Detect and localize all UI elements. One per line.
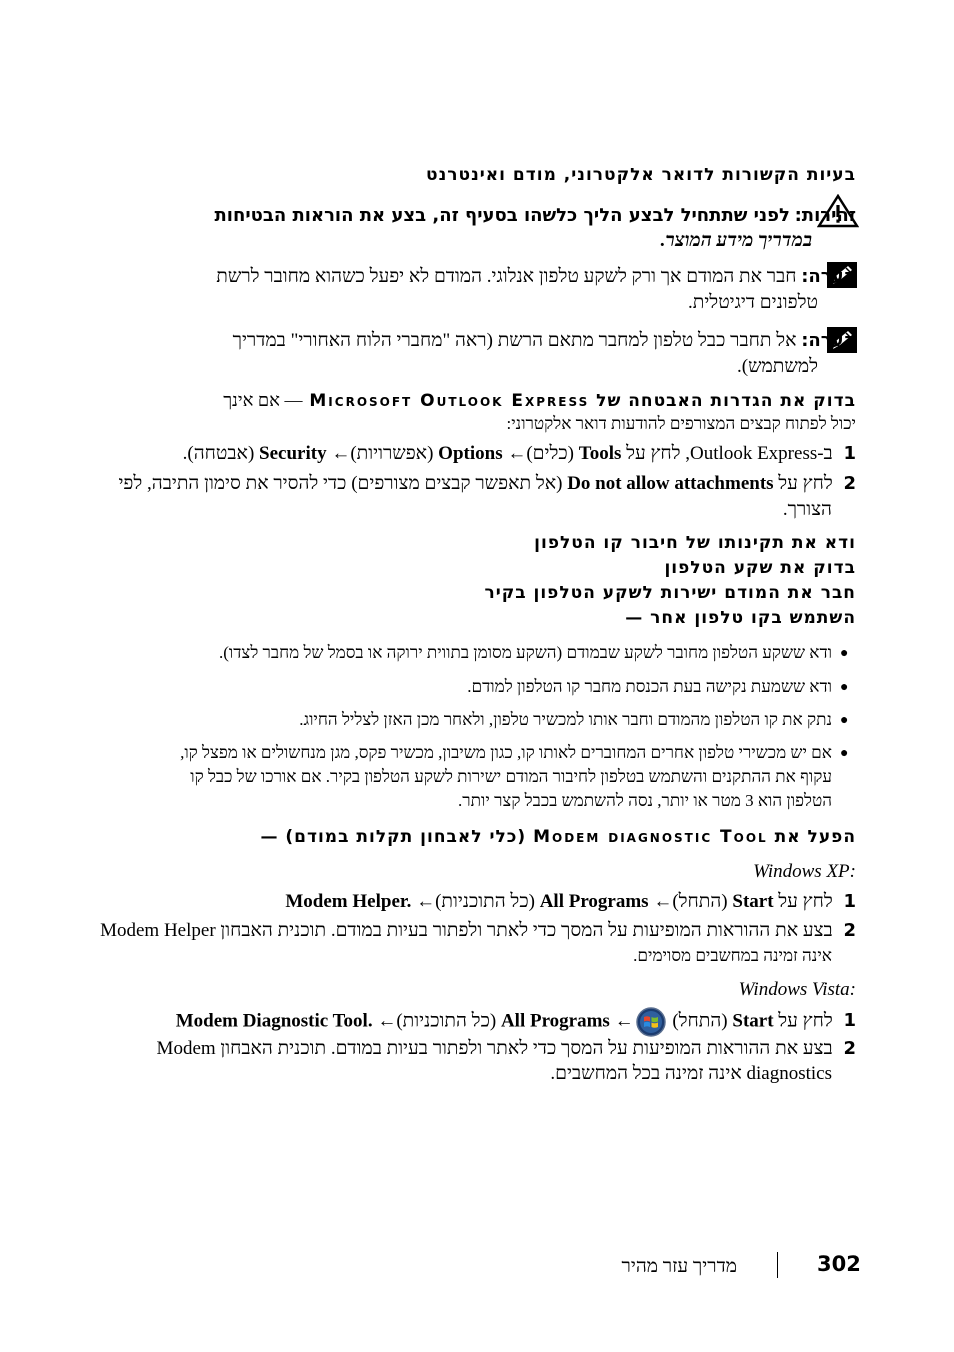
menu-options-hebrew: (אפשרויות) bbox=[350, 443, 434, 464]
menu-tools-label: Tools bbox=[578, 443, 622, 464]
phone-heading-1 bbox=[96, 531, 856, 556]
modem-tool-heading-product: Modem diagnostic Tool bbox=[533, 827, 768, 847]
bullet-item-cont bbox=[112, 765, 832, 789]
bullet-item bbox=[112, 675, 832, 699]
step-number: 2 bbox=[843, 473, 856, 494]
step-text: לחץ על bbox=[778, 1010, 833, 1032]
vista-step2 bbox=[96, 1036, 856, 1061]
outlook-heading-product: Microsoft Outlook Express bbox=[309, 391, 590, 411]
step-text-line2: אינה זמינה במחשבים מסוימים. bbox=[633, 946, 832, 965]
step-number: 2 bbox=[843, 920, 856, 941]
outlook-sub bbox=[96, 412, 856, 436]
bullet-text: הטלפון הוא 3 מטר או יותר, נסה להשתמש בכבל קצר יותר. bbox=[458, 791, 832, 810]
outlook-step1 bbox=[96, 441, 856, 466]
windows-xp-label-text: Windows XP: bbox=[753, 861, 856, 882]
step-number: 1 bbox=[843, 443, 856, 464]
menu-security-hebrew: (אבטחה). bbox=[182, 443, 255, 464]
menu-all-programs-hebrew: (כל התוכניות) bbox=[435, 891, 535, 912]
arrow-icon: ← bbox=[377, 1010, 397, 1032]
bullet-item bbox=[112, 641, 832, 665]
arrow-icon: ← bbox=[331, 443, 351, 464]
windows-vista-label-text: Windows Vista: bbox=[738, 979, 856, 1000]
page-number: 302 bbox=[817, 1252, 861, 1276]
step-number: 2 bbox=[843, 1038, 856, 1059]
phone-heading-4 bbox=[96, 606, 856, 631]
outlook-heading-tail: — אם אינך bbox=[223, 390, 303, 410]
menu-options-label: Options bbox=[438, 443, 503, 464]
caution-line2 bbox=[112, 228, 812, 253]
bullet-item-cont bbox=[112, 789, 832, 813]
menu-start-hebrew: (התחל) bbox=[672, 891, 728, 912]
modem-tool-heading-tail: (כלי לאבחון תקלות במודם) — bbox=[260, 827, 527, 847]
menu-tools-hebrew: (כלים) bbox=[526, 443, 575, 464]
windows-start-orb-icon bbox=[636, 1007, 666, 1037]
menu-start-label: Start bbox=[732, 891, 774, 912]
step-text-line2: diagnostics אינה זמינה בכל המחשבים. bbox=[550, 1063, 832, 1084]
vista-step1 bbox=[96, 1007, 856, 1037]
phone-heading-1-text: ודא את תקינותו של חיבור קו הטלפון bbox=[534, 533, 856, 553]
note2-line2-wrap bbox=[118, 354, 818, 379]
xp-step1 bbox=[96, 889, 856, 914]
section-title-text: בעיות הקשורות לדואר אלקטרוני, מודם ואינטרנט bbox=[426, 165, 856, 185]
bullet-text: ודא ששמעת נקישה בעת הכנסת מחבר קו הטלפון למודם. bbox=[467, 677, 832, 696]
outlook-heading bbox=[96, 388, 856, 414]
footer-title bbox=[437, 1254, 737, 1279]
bullet-dot-icon: ● bbox=[840, 646, 849, 661]
note1-line2-wrap bbox=[118, 290, 818, 315]
menu-start-label: Start bbox=[732, 1010, 774, 1032]
step-text-rest: (אל תאפשר קבצים מצורפים) כדי להסיר את סימון התיבה, לפי bbox=[118, 473, 563, 494]
phone-heading-2 bbox=[96, 556, 856, 581]
modem-tool-heading bbox=[96, 825, 856, 850]
bullet-item bbox=[112, 741, 832, 765]
step-text: בצע את ההוראות המופיעות על המסך כדי לאתר ולפתור בעיות במודם. תוכנית האבחון Modem bbox=[156, 1038, 833, 1059]
windows-xp-label bbox=[96, 859, 856, 884]
windows-vista-label bbox=[96, 977, 856, 1002]
menu-all-programs-label: All Programs bbox=[500, 1010, 610, 1032]
note2-block bbox=[136, 328, 856, 353]
step-number: 1 bbox=[843, 891, 856, 912]
xp-step2 bbox=[96, 918, 856, 943]
vista-step2-line2 bbox=[132, 1061, 832, 1086]
menu-start-hebrew: (התחל) bbox=[672, 1010, 728, 1032]
phone-heading-3 bbox=[96, 581, 856, 606]
step-text: לחץ על bbox=[778, 891, 833, 912]
footer-title-text: מדריך עזר מהיר bbox=[621, 1256, 737, 1277]
caution-block bbox=[136, 203, 856, 228]
bullet-text: עקוף את ההתקנים והשתמש בטלפון לחיבור המודם ישירות לשקע הטלפון בקיר. אם אורכו של כבל קו bbox=[190, 767, 832, 786]
step-text: לחץ על bbox=[778, 473, 833, 494]
step-number: 1 bbox=[843, 1010, 856, 1032]
footer-divider bbox=[777, 1252, 778, 1278]
note2-label: הערה: bbox=[801, 330, 856, 351]
menu-all-programs-label: All Programs bbox=[539, 891, 649, 912]
bullet-text: אם יש מכשירי טלפון אחרים המחוברים לאותו קו, כגון משיבון, מכשיר פקס, מגן מנחשולים או מפצל קו, bbox=[180, 743, 832, 762]
arrow-icon: ← bbox=[507, 443, 527, 464]
phone-heading-3-text: חבר את המודם ישירות לשקע הטלפון בקיר bbox=[484, 583, 856, 603]
bullet-dot-icon: ● bbox=[840, 746, 849, 761]
outlook-step2 bbox=[96, 471, 856, 496]
note2-line2: למשתמש). bbox=[737, 356, 818, 377]
step-text: בצע את ההוראות המופיעות על המסך כדי לאתר ולפתור בעיות במודם. תוכנית האבחון Modem Helper bbox=[100, 920, 833, 941]
note1-label: הערה: bbox=[801, 266, 856, 287]
phone-heading-4-text: השתמש בקו טלפון אחר — bbox=[625, 608, 856, 628]
note1-line1: חבר את המודם אך ורק לשקע טלפון אנלוגי. המודם לא יפעל כשהוא מחובר לרשת bbox=[216, 266, 797, 287]
caution-label: זהירות: bbox=[794, 205, 856, 226]
step-text: ב-Outlook Express, לחץ על bbox=[626, 443, 833, 464]
step-text-line2: הצורך. bbox=[782, 499, 832, 520]
menu-security-label: Security bbox=[259, 443, 327, 464]
note1-line2: טלפונים דיגיטלית. bbox=[687, 292, 818, 313]
arrow-icon: ← bbox=[416, 891, 436, 912]
menu-modem-diagnostic-tool-label: Modem Diagnostic Tool. bbox=[175, 1010, 373, 1032]
option-do-not-allow-attachments: Do not allow attachments bbox=[567, 473, 774, 494]
bullet-dot-icon: ● bbox=[840, 680, 849, 695]
bullet-text: ודא ששקע הטלפון מחובר לשקע שבמודם (השקע מסומן בתווית ירוקה או בסמל של מחבר לצדו). bbox=[218, 643, 832, 662]
arrow-icon: ← bbox=[614, 1010, 634, 1032]
section-title bbox=[96, 163, 856, 188]
xp-step2-line2 bbox=[132, 944, 832, 968]
outlook-sub-text: יכול לפתוח קבצים המצורפים להודעות דואר אלקטרוני: bbox=[506, 414, 856, 433]
bullet-item bbox=[112, 708, 832, 732]
modem-tool-heading-pre: הפעל את bbox=[774, 827, 856, 847]
bullet-dot-icon: ● bbox=[840, 713, 849, 728]
menu-all-programs-hebrew: (כל התוכניות) bbox=[396, 1010, 497, 1032]
caution-text: לפני שתתחיל לבצע הליך כלשהו בסעיף זה, בצע את הוראות הבטיחות bbox=[214, 205, 790, 226]
note1-block bbox=[136, 264, 856, 289]
bullet-text: נתק את קו הטלפון מהמודם וחבר אותו למכשיר טלפון, ולאחר מכן האזן לצליל החיוג. bbox=[299, 710, 832, 729]
note2-line1: אל תחבר כבל טלפון למחבר מתאם הרשת (ראה "מחברי הלוח האחורי" במדריך bbox=[232, 330, 797, 351]
caution-text2: במדריך מידע המוצר. bbox=[660, 230, 812, 251]
arrow-icon: ← bbox=[653, 891, 673, 912]
menu-modem-helper-label: Modem Helper. bbox=[285, 891, 412, 912]
phone-heading-2-text: בדוק את שקע הטלפון bbox=[664, 558, 856, 578]
outlook-step2-line2 bbox=[132, 497, 832, 522]
outlook-heading-text: בדוק את הגדרות האבטחה של bbox=[596, 391, 856, 411]
